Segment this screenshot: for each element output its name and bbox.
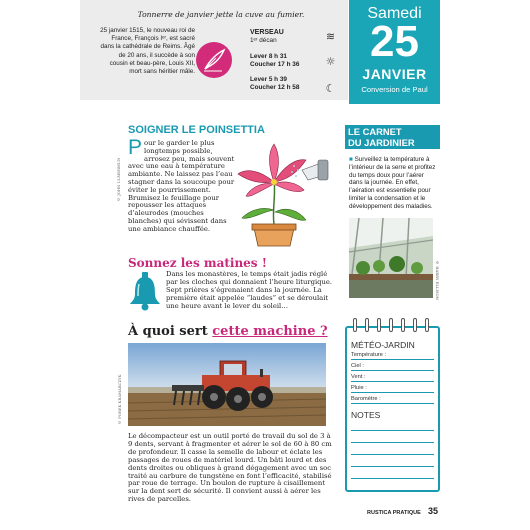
date-box [349, 0, 440, 104]
page-number: 35 [428, 506, 439, 516]
tractor-photo [128, 343, 326, 426]
spiral-ring [401, 318, 405, 332]
notepad-title: MÉTÉO-JARDIN [351, 340, 415, 350]
sidebar-body [349, 156, 439, 211]
title-highlight: cette machine ? [212, 324, 328, 339]
sign-name: VERSEAU [250, 29, 284, 36]
title-start: À quoi sert [128, 324, 213, 339]
sidebar-title [345, 125, 440, 149]
astro-block [250, 29, 320, 92]
spiral-ring [413, 318, 417, 332]
sidebar-photo-credit: © HARRY ELLISON [435, 260, 440, 300]
notes-line[interactable] [351, 466, 434, 467]
field-ciel[interactable]: Ciel : [351, 363, 434, 371]
section-title-matines: Sonnez les matines ! [128, 256, 268, 270]
month-name: JANVIER [362, 66, 427, 82]
matines-body: Dans les monastères, le temps était jadis réglé par les cloches qui donnaient l’heure liturgique. Sept prières s’égrenaient dans la journée. La première était appelée “laudes” et se déroulait une heure avant le lever du soleil… [166, 270, 333, 310]
field-vent[interactable]: Vent : [351, 374, 434, 382]
notes-line[interactable] [351, 454, 434, 455]
drop-cap: P [128, 136, 143, 159]
poinsettia-body: our le garder le plus longtemps possible, arrosez peu, mais souvent avec une eau à température ambiante. Ne laissez pas l’eau stagner dans la soucoupe pour éviter le pourrissement. Brumisez le feuillage pour repousser les attaques d’aleurodes (mouches blanches) qui sévissent dans une ambiance chauffée. [128, 139, 235, 233]
aquarius-icon: ≋ [325, 30, 336, 43]
spiral-ring [365, 318, 369, 332]
sidebar-text: Surveillez la température à l’intérieur de la serre et profitez du temps doux pour l’aérer dans la journée. En effet, l’aération est essentielle pour limiter la condensation et le développement des maladies. [349, 156, 436, 210]
greenhouse-photo [349, 218, 433, 298]
day-number: 25 [370, 17, 419, 66]
poinsettia-illustration [232, 140, 332, 248]
moon-rise: Lever 5 h 39 [250, 76, 287, 84]
field-pluie[interactable]: Pluie : [351, 385, 434, 393]
spiral-ring [389, 318, 393, 332]
spiral-ring [425, 318, 429, 332]
notepad-page [345, 326, 440, 492]
illustration-credit: © JOHN ULMERMUN [116, 157, 121, 202]
notes-label: NOTES [351, 410, 381, 420]
sign-decan: 1ᵉʳ décan [250, 36, 277, 44]
proverb: Tonnerre de janvier jette la cuve au fumier. [137, 10, 305, 19]
sun-icon: ☼ [325, 55, 336, 68]
tractor-photo-credit: © FOREK KRAMARCZYK [117, 374, 122, 425]
moon-set: Coucher 12 h 58 [250, 83, 300, 91]
field-barometre[interactable]: Baromètre : [351, 396, 434, 404]
section-title-machine [128, 324, 328, 339]
sun-set: Coucher 17 h 36 [250, 60, 300, 68]
sidebar-title-line1: LE CARNET [348, 126, 402, 137]
notes-line[interactable] [351, 478, 434, 479]
magazine-name: RUSTICA PRATIQUE [367, 510, 421, 516]
spiral-ring [377, 318, 381, 332]
bell-icon [128, 272, 162, 312]
machine-body: Le décompacteur est un outil porté de travail du sol de 3 à 9 dents, servant à fragmenter et aérer le sol de 60 à 80 cm de profondeur. Il casse la semelle de labour et éclate les passages de roues de matériel lourd. Un bâti lourd et des dents droites ou obliques à grand dégagement avec un soc traité au carbure de tungstène en font l’efficacité, stabilisé par roue de terrage. Un boulon de rupture à cisaillement sur la dent sert de sécurité. Il convient aussi à aérer les rives de parcelles. [128, 432, 332, 504]
poinsettia-text [128, 136, 236, 234]
sun-rise: Lever 8 h 31 [250, 53, 287, 61]
spiral-ring [353, 318, 357, 332]
notes-line[interactable] [351, 430, 434, 431]
section-title-poinsettia: SOIGNER LE POINSETTIA [128, 124, 265, 136]
field-temperature[interactable]: Température : [351, 352, 434, 360]
notes-line[interactable] [351, 442, 434, 443]
history-note: 25 janvier 1515, le nouveau roi de France, François Iᵉʳ, est sacré dans la cathédrale de Reims. Âgé de 20 ans, il succède à son cousin et beau-père, Louis XII, mort sans héritier mâle. [100, 27, 195, 76]
saint-of-day: Conversion de Paul [361, 85, 428, 94]
meteo-notepad [345, 318, 440, 492]
moon-icon: ☾ [325, 82, 336, 95]
sidebar-title-line2: DU JARDINIER [348, 137, 415, 148]
day-name: Samedi [367, 5, 422, 22]
bullet-icon: ■ [349, 156, 353, 163]
quill-icon [196, 42, 232, 78]
